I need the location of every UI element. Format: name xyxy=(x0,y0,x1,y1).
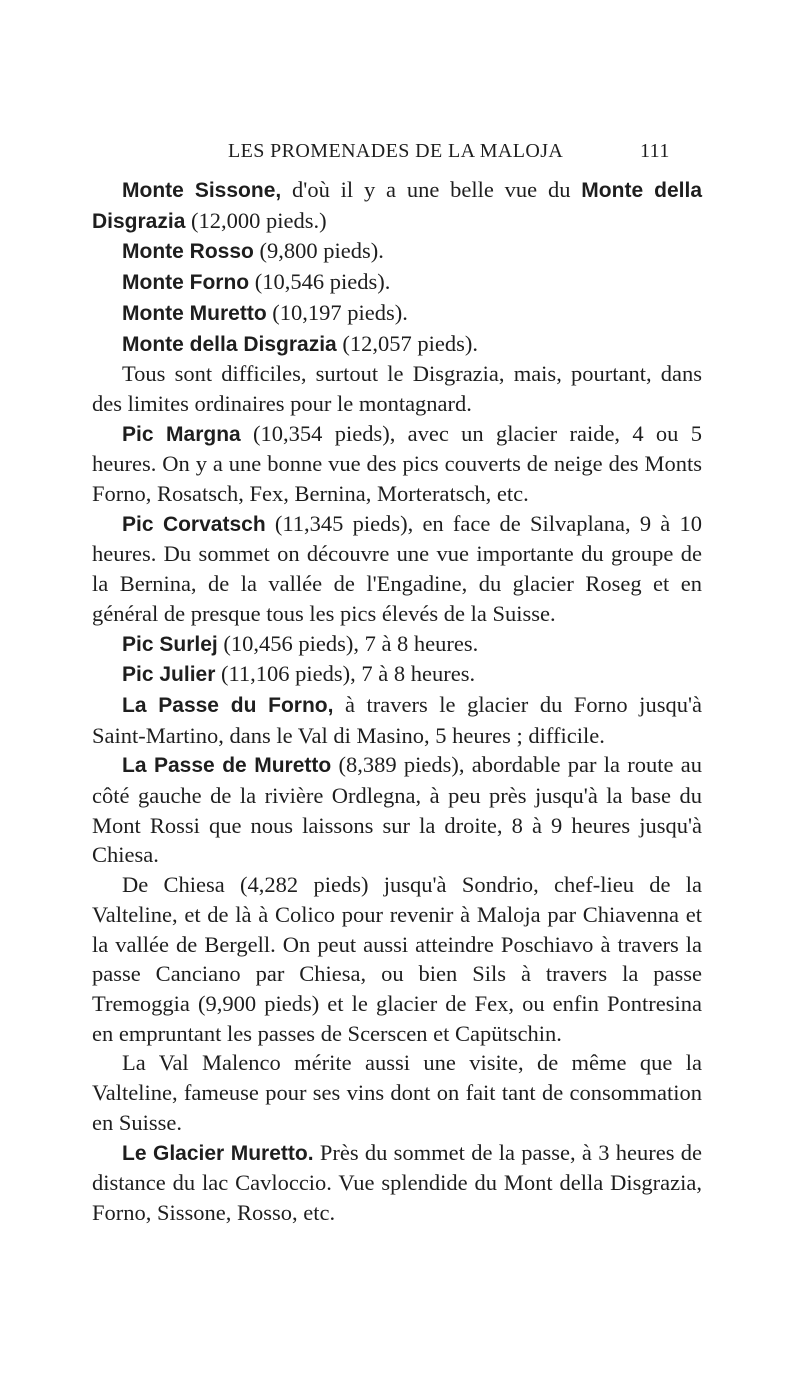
paragraph-text: (11,345 pieds), en face de Silvaplana, 9 à 10 heures. Du sommet on découvre une vue importante du groupe de la Bernina, de la vallée de l'Engadine, du glacier Roseg et en général de presque tous les pics élevés de la Suisse. xyxy=(92,510,702,626)
place-name: Monte Muretto xyxy=(122,301,267,325)
paragraph xyxy=(92,359,702,418)
paragraph xyxy=(92,1138,702,1228)
place-name: La Passe de Muretto xyxy=(122,754,332,778)
paragraph xyxy=(92,659,702,690)
place-name: Monte della Disgrazia xyxy=(122,332,337,356)
paragraph-text: (12,000 pieds.) xyxy=(185,207,327,233)
paragraph-text: (10,456 pieds), 7 à 8 heures. xyxy=(217,630,479,656)
place-name: Pic Margna xyxy=(122,422,241,446)
place-name: Monte Forno xyxy=(122,271,250,295)
paragraph-text: (10,546 pieds). xyxy=(249,269,391,295)
place-name: Pic Julier xyxy=(122,663,216,687)
place-name: Monte Sissone, xyxy=(122,179,282,202)
paragraph-text: (8,389 pieds), abordable par la route au côté gauche de la rivière Ordlegna, à peu près jusqu'à la base du Mont Rossi que nous laissons sur la droite, 8 à 9 heures jusqu'à Chiesa. xyxy=(92,752,702,868)
place-name: La Passe du Forno, xyxy=(122,693,334,717)
page-number: 111 xyxy=(640,140,670,162)
paragraph-text: De Chiesa (4,282 pieds) jusqu'à Sondrio, chef-lieu de la Valteline, et de là à Colico pour revenir à Maloja par Chiavenna et la vallée de Bergell. On peut aussi atteindre Poschiavo à travers la passe Canciano par Chiesa, ou bien Sils à travers la passe Tremoggia (9,900 pieds) et le glacier de Fex, ou enfin Pontresina en empruntant les passes de Scerscen et Capütschin. xyxy=(92,872,702,1046)
paragraph-text: (11,106 pieds), 7 à 8 heures. xyxy=(215,661,476,687)
paragraph xyxy=(92,419,702,509)
paragraph-text: (10,197 pieds). xyxy=(266,299,408,325)
paragraph-text: (10,354 pieds), avec un glacier raide, 4 ou 5 heures. On y a une bonne vue des pics couverts de neige des Monts Forno, Rosatsch, Fex, Bernina, Morteratsch, etc. xyxy=(92,420,702,507)
paragraph xyxy=(92,329,702,360)
paragraph xyxy=(92,236,702,267)
place-name: Monte della Disgrazia xyxy=(92,179,702,233)
paragraph-text: (12,057 pieds). xyxy=(336,330,478,356)
paragraph-text: La Val Malenco mérite aussi une visite, de même que la Valteline, fameuse pour ses vins dont on fait tant de consommation en Suisse. xyxy=(92,1050,702,1135)
paragraph xyxy=(92,175,702,236)
place-name: Monte Rosso xyxy=(122,240,254,264)
place-name: Pic Surlej xyxy=(122,632,218,656)
paragraph xyxy=(92,629,702,660)
place-name: Le Glacier Muretto. xyxy=(122,1141,314,1165)
paragraph-text: d'où il y a une belle vue du xyxy=(281,177,582,202)
paragraph xyxy=(92,298,702,329)
paragraph xyxy=(92,267,702,298)
paragraph xyxy=(92,750,702,870)
paragraph-text: à travers le glacier du Forno jusqu'à Saint-Martino, dans le Val di Masino, 5 heures ; difficile. xyxy=(92,691,702,748)
body-text xyxy=(92,175,702,1228)
paragraph-text: (9,800 pieds). xyxy=(253,238,384,264)
paragraph xyxy=(92,690,702,750)
place-name: Pic Corvatsch xyxy=(122,512,266,536)
paragraph xyxy=(92,870,702,1048)
paragraph-text: Près du sommet de la passe, à 3 heures de distance du lac Cavloccio. Vue splendide du Mont della Disgrazia, Forno, Sissone, Rosso, etc. xyxy=(92,1139,702,1225)
paragraph xyxy=(92,1048,702,1137)
paragraph-text: Tous sont difficiles, surtout le Disgrazia, mais, pourtant, dans des limites ordinaires pour le montagnard. xyxy=(92,361,702,416)
running-title: LES PROMENADES DE LA MALOJA xyxy=(228,140,564,162)
paragraph xyxy=(92,509,702,629)
